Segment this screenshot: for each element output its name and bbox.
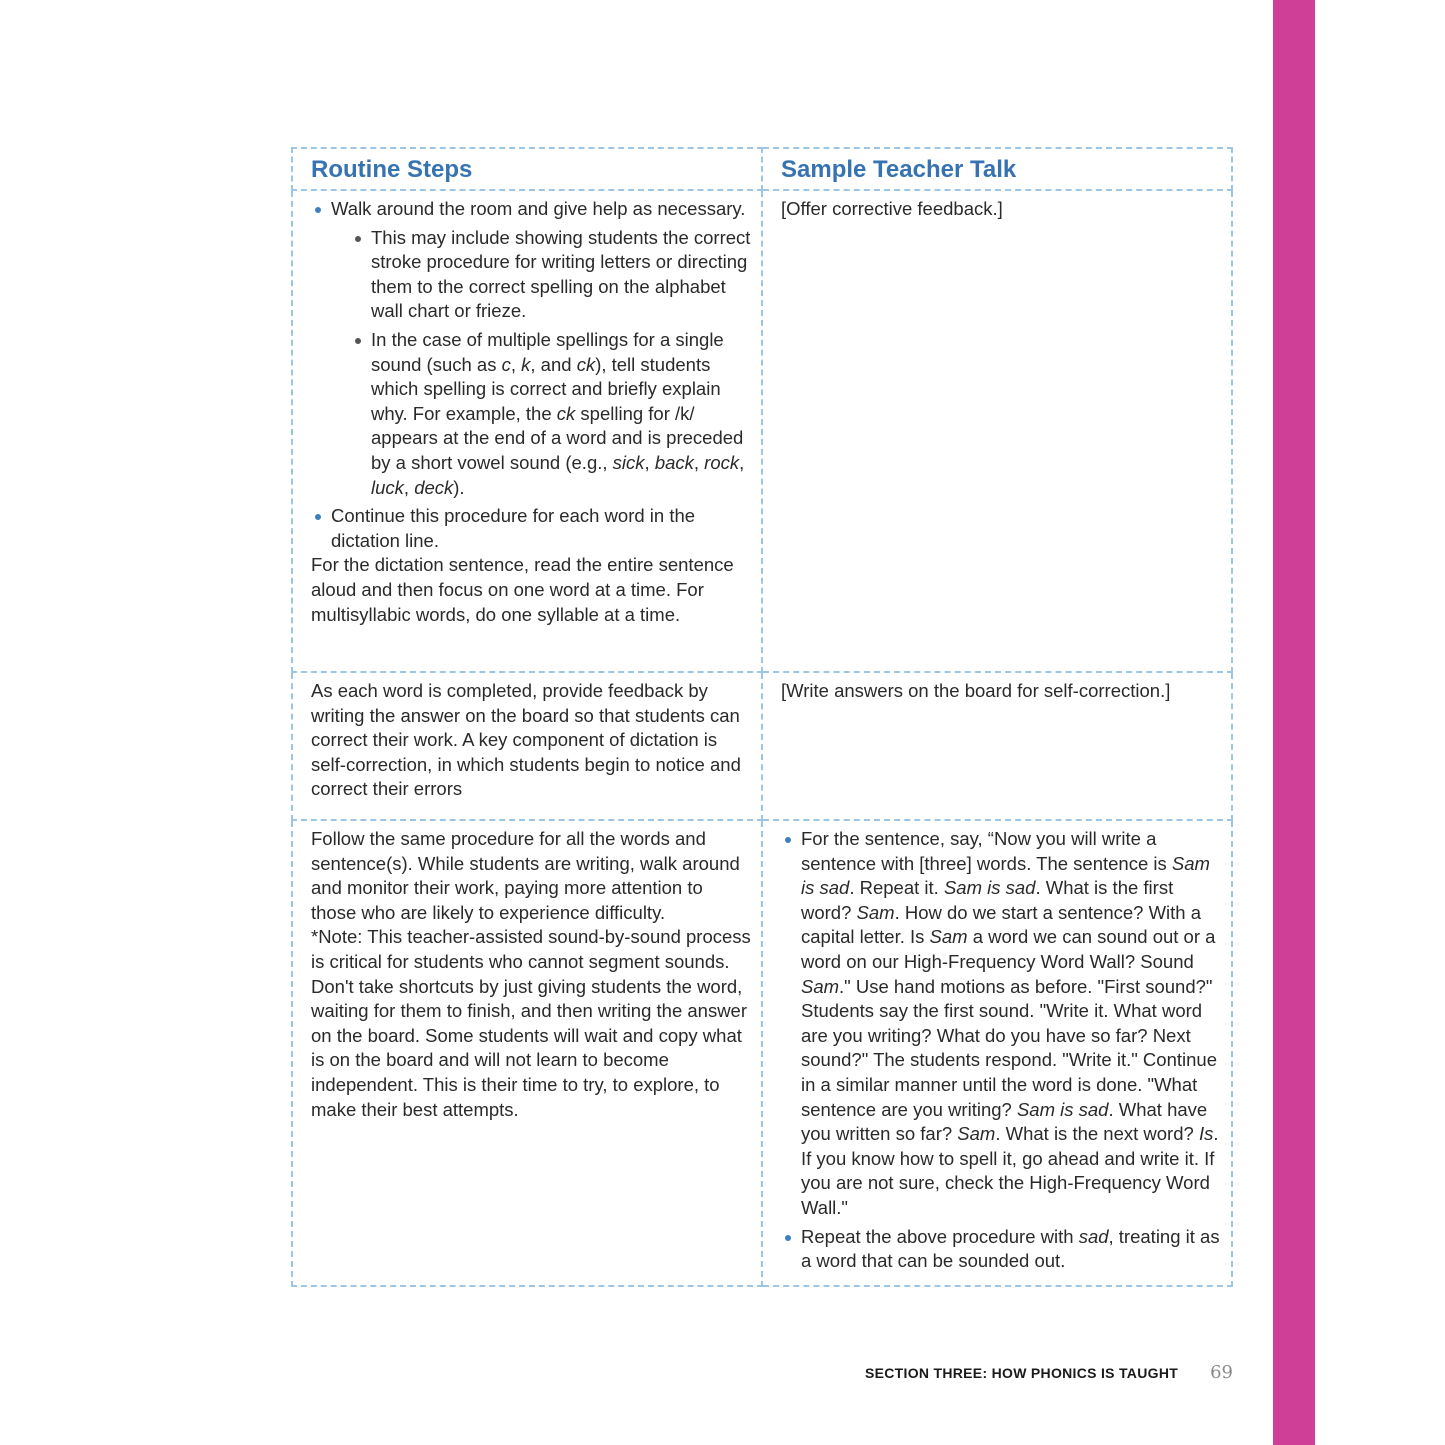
italic-term: Sam is sad (1016, 1098, 1109, 1120)
routine-step-cell: As each word is completed, provide feedback by writing the answer on the board so that students can correct their work. A key component of dictation is self-correction, in which students begin to notice and correct their errors (292, 672, 762, 820)
routine-step-cell (292, 820, 762, 1286)
list-item (801, 1225, 1221, 1274)
page-footer (860, 1362, 1233, 1383)
italic-term: c (501, 353, 511, 375)
table-header-row (292, 148, 1232, 190)
italic-term: sad (1078, 1225, 1109, 1247)
text-span: . What is the first word? (801, 877, 1174, 923)
italic-term: back (654, 451, 694, 473)
sub-list-item: This may include showing students the correct stroke procedure for writing letters or directing them to the correct spelling on the alphabet wall chart or frieze. (371, 226, 751, 324)
text-span: . If you know how to spell it, go ahead and write it. If you are not sure, check the High-Frequency Word Wall." (801, 1123, 1219, 1218)
italic-term: deck (414, 476, 454, 498)
text-span: . What is the next word? (995, 1123, 1199, 1145)
text-span: , and (530, 353, 577, 375)
italic-term: Sam (801, 975, 840, 997)
text-span: ." Use hand motions as before. "First sound?" Students say the first sound. "Write it. What word are you writing? What do you have so far? Next sound?" The students respond. "Write it." Continue in a similar manner until the word is done. "What sentence are you writing? (801, 975, 1217, 1120)
header-sample-teacher-talk: Sample Teacher Talk (762, 148, 1232, 190)
italic-term: ck (576, 353, 596, 375)
italic-term: Sam is sad (943, 877, 1036, 899)
text-span: a word we can sound out or a word on our High-Frequency Word Wall? Sound (801, 926, 1216, 972)
text-span: , treating it as a word that can be sounded out. (801, 1225, 1220, 1272)
text-span: ), tell students which spelling is correct and briefly explain why. For example, the (371, 353, 721, 424)
list-item: Continue this procedure for each word in the dictation line. (331, 504, 751, 553)
procedure-paragraph: Follow the same procedure for all the words and sentence(s). While students are writing, walk around and monitor their work, paying more attention to those who are likely to experience difficulty. (311, 828, 740, 923)
footer-section-title: SECTION THREE: HOW PHONICS IS TAUGHT (864, 1365, 1179, 1381)
routine-step-cell (292, 190, 762, 672)
text-span: For the sentence, say, “Now you will write a sentence with [three] words. The sentence is (801, 828, 1172, 874)
page-number: 69 (1210, 1362, 1233, 1383)
italic-term: Is (1198, 1123, 1214, 1145)
note-paragraph: *Note: This teacher-assisted sound-by-sound process is critical for students who cannot segment sounds. Don't take shortcuts by just giving students the word, waiting for them to finish, and then writing the answer on the board. Some students will wait and copy what is on the board and will not learn to become independent. This is their time to try, to explore, to make their best attempts. (311, 926, 751, 1120)
teacher-talk-cell: [Offer corrective feedback.] (762, 190, 1232, 672)
table-row (292, 672, 1232, 820)
text-span: . Repeat it. (849, 877, 944, 899)
text-span: , (739, 451, 745, 473)
table-row (292, 820, 1232, 1286)
list-item (801, 827, 1221, 1221)
italic-term: rock (704, 451, 740, 473)
bullet-text: Walk around the room and give help as necessary. (331, 198, 746, 219)
text-span: In the case of multiple spellings for a single sound (such as (371, 328, 724, 375)
text-span: . How do we start a sentence? With a capital letter. Is (801, 901, 1202, 948)
text-span: , (644, 451, 655, 473)
list-item (331, 197, 751, 500)
italic-term: sick (612, 451, 645, 473)
text-span: spelling for /k/ appears at the end of a word and is preceded by a short vowel sound (e.g., (371, 402, 744, 473)
dictation-sentence-paragraph: For the dictation sentence, read the entire sentence aloud and then focus on one word at a time. For multisyllabic words, do one syllable at a time. (311, 554, 734, 625)
text-span: Repeat the above procedure with (801, 1225, 1079, 1247)
text-span: , (403, 476, 415, 498)
sub-list-item (371, 328, 751, 500)
text-span: , (693, 451, 705, 473)
text-span: , (510, 353, 522, 375)
italic-term: ck (556, 402, 576, 424)
teacher-talk-cell: [Write answers on the board for self-correction.] (762, 672, 1232, 820)
text-span: ). (453, 476, 465, 498)
sub-bullet-list (331, 226, 751, 501)
italic-term: luck (371, 476, 404, 498)
teacher-talk-cell (762, 820, 1232, 1286)
header-routine-steps: Routine Steps (292, 148, 762, 190)
text-span: . What have you written so far? (801, 1098, 1208, 1145)
italic-term: Sam is sad (801, 852, 1210, 899)
table-row (292, 190, 1232, 672)
italic-term: Sam (929, 926, 968, 948)
section-color-bar (1273, 0, 1315, 1445)
bullet-list (781, 827, 1221, 1274)
routine-table (291, 147, 1233, 1287)
italic-term: Sam (957, 1123, 996, 1145)
bullet-list (311, 197, 751, 553)
italic-term: Sam (856, 901, 895, 923)
italic-term: k (521, 353, 531, 375)
